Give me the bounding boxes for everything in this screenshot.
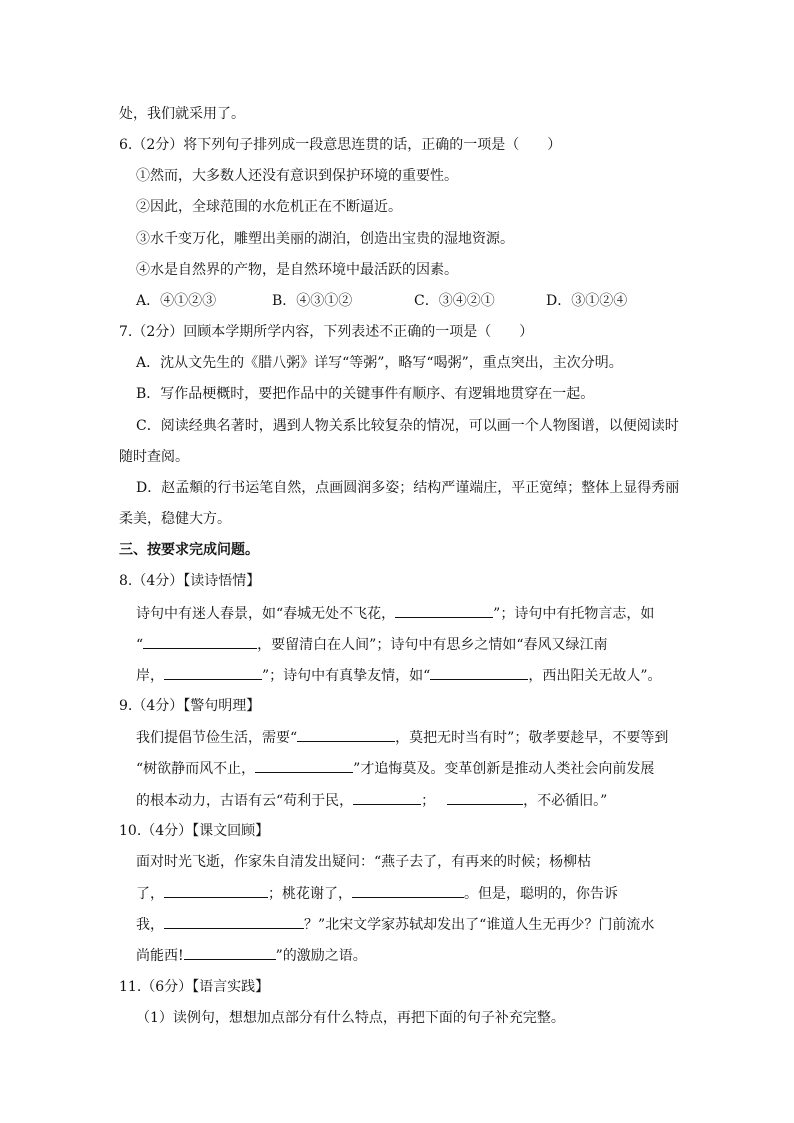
question-7-stem: 7.（2分）回顾本学期所学内容，下列表述不正确的一项是（ ） [119,324,534,340]
question-8-text: ，西出阳关无故人”。 [528,668,662,684]
question-7-option-a: A．沈从文先生的《腊八粥》详写“等粥”，略写“喝粥”，重点突出，主次分明。 [136,355,623,371]
question-8-text: “ [136,637,144,653]
question-7-option-b: B．写作品梗概时，要把作品中的关键事件有顺序、有逻辑地贯穿在一起。 [136,386,595,402]
question-9-text: 的根本动力，古语有云“苟利于民， [136,793,354,809]
fill-blank[interactable] [430,665,528,680]
question-10-text: 尚能西! [136,948,184,964]
question-10-line-3 [136,914,654,935]
question-10-text: 我， [136,917,164,933]
question-7-option-d-line-1: D．赵孟頫的行书运笔自然，点画圆润多姿；结构严谨端庄，平正宽绰；整体上显得秀丽 [136,480,680,496]
question-9-stem: 9.（4分）【警句明理】 [119,698,261,714]
fill-blank[interactable] [184,945,276,960]
question-10-line-4 [136,945,367,966]
question-10-line-2 [136,883,618,904]
question-7-option-d-line-2: 柔美，稳健大方。 [119,511,231,527]
question-8-text: ，要留清白在人间”；诗句中有思乡之情如“春风又绿江南 [257,637,608,653]
question-6-option-d: D．③①②④ [546,293,628,309]
question-7-option-c-line-2: 随时查阅。 [119,449,189,465]
question-9-line-3 [136,790,607,811]
question-10-text: ；桃花谢了， [268,886,352,902]
question-6-option-a: A．④①②③ [136,293,217,309]
question-6-sentence-3: ③水千变万化，雕塑出美丽的湖泊，创造出宝贵的湿地资源。 [136,231,514,247]
question-8-line-2 [136,634,608,655]
question-6-sentence-2: ②因此，全球范围的水危机正在不断逼近。 [136,199,402,215]
question-9-text: ，莫把无时当有时”；敬孝要趁早，不要等到 [395,730,669,746]
fill-blank[interactable] [297,727,395,742]
question-8-stem: 8.（4分）【读诗悟情】 [119,573,261,589]
question-6-sentence-4: ④水是自然界的产物，是自然环境中最活跃的因素。 [136,262,458,278]
question-10-text: 。但是，聪明的，你告诉 [464,886,618,902]
fill-blank[interactable] [164,914,304,929]
question-10-text: 了， [136,886,164,902]
question-10-line-1: 面对时光飞逝，作家朱自清发出疑问：“燕子去了，有再来的时候；杨柳枯 [136,854,592,870]
fill-blank[interactable] [352,883,464,898]
fill-blank[interactable] [164,883,268,898]
fill-blank[interactable] [143,634,257,649]
text-line-continued: 处，我们就采用了。 [119,106,245,122]
question-8-text: 诗句中有迷人春景，如“春城无处不飞花， [136,606,396,622]
question-6-option-c: C．③④②① [414,293,495,309]
fill-blank[interactable] [353,790,421,805]
question-6-stem: 6.（2分）将下列句子排列成一段意思连贯的话，正确的一项是（ ） [119,137,562,153]
question-8-line-1 [136,603,654,624]
question-8-text: 岸， [136,668,164,684]
fill-blank[interactable] [255,758,353,773]
question-11-stem: 11.（6分）【语言实践】 [119,979,270,995]
question-9-text: ； [421,793,436,809]
question-6-option-b: B．④③①② [272,293,353,309]
question-9-text: “树欲静而风不止， [136,761,256,777]
question-9-text: ”才追悔莫及。变革创新是推动人类社会向前发展 [353,761,655,777]
question-9-line-2 [136,758,654,779]
question-8-text: ”；诗句中有真挚友情，如“ [262,668,431,684]
question-9-text: ，不必循旧。” [523,793,608,809]
fill-blank[interactable] [447,790,523,805]
question-7-option-c-line-1: C．阅读经典名著时，遇到人物关系比较复杂的情况，可以画一个人物图谱，以便阅读时 [136,418,679,434]
question-8-text: ”；诗句中有托物言志，如 [493,606,655,622]
question-10-stem: 10.（4分）【课文回顾】 [119,823,270,839]
question-11-sub-1: （1）读例句，想想加点部分有什么特点，再把下面的句子补充完整。 [136,1010,565,1026]
fill-blank[interactable] [395,603,493,618]
section-3-heading: 三、按要求完成问题。 [119,542,259,558]
question-6-sentence-1: ①然而，大多数人还没有意识到保护环境的重要性。 [136,168,458,184]
question-10-text: ？”北宋文学家苏轼却发出了“谁道人生无再少？门前流水 [304,917,655,933]
question-8-line-3 [136,665,662,686]
fill-blank[interactable] [164,665,262,680]
question-9-text: 我们提倡节俭生活，需要“ [136,730,298,746]
question-10-text: ”的激励之语。 [275,948,367,964]
question-9-line-1 [136,727,668,748]
